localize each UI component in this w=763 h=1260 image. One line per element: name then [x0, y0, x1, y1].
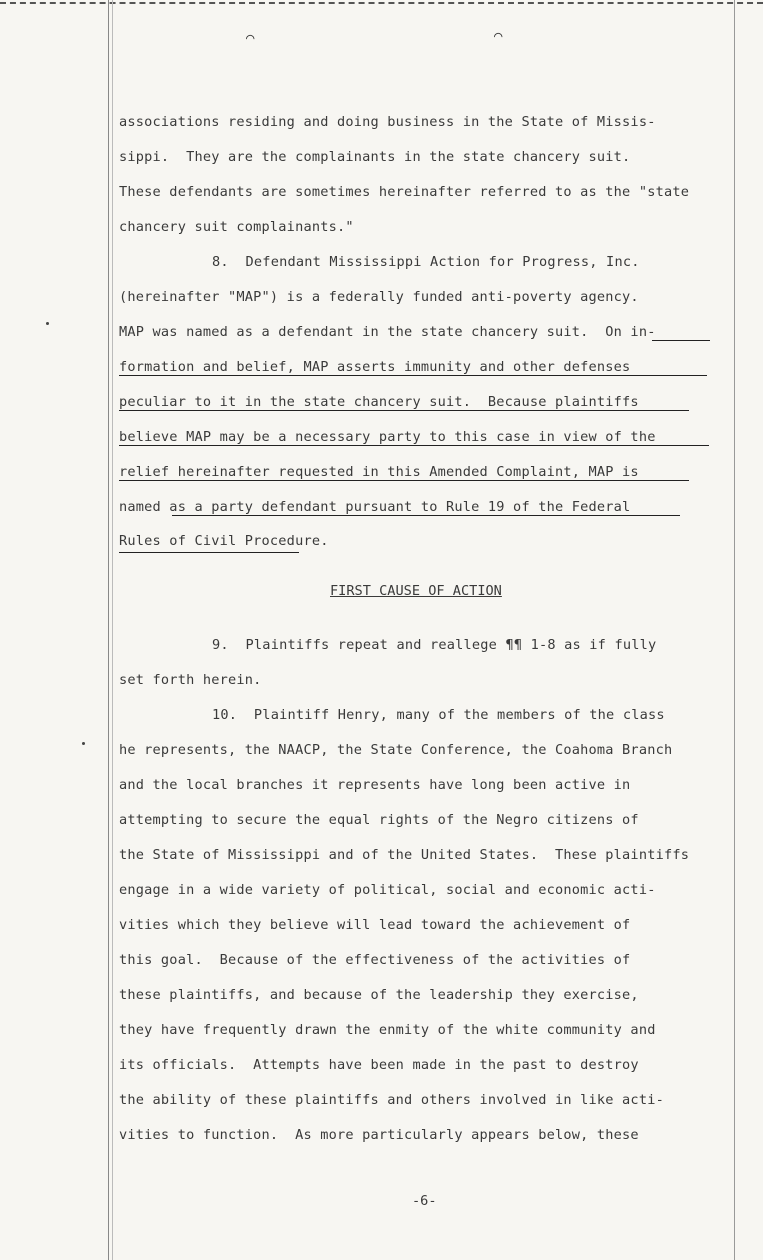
text-line: sippi. They are the complainants in the state chancery suit. — [119, 149, 631, 165]
handwritten-underline — [119, 410, 689, 411]
punch-mark: ⌒ — [494, 28, 503, 44]
handwritten-underline — [119, 445, 709, 446]
text-line: MAP was named as a defendant in the state chancery suit. On in- — [119, 324, 656, 340]
text-line: These defendants are sometimes hereinafter referred to as the "state — [119, 184, 690, 200]
text-line: peculiar to it in the state chancery suit. Because plaintiffs — [119, 394, 639, 410]
handwritten-underline — [172, 515, 680, 516]
text-line: associations residing and doing business in the State of Missis- — [119, 114, 656, 130]
text-line: believe MAP may be a necessary party to this case in view of the — [119, 429, 656, 445]
handwritten-underline — [652, 340, 710, 341]
text-line: relief hereinafter requested in this Amended Complaint, MAP is — [119, 464, 639, 480]
punch-mark: ⌒ — [246, 30, 255, 46]
text-line: they have frequently drawn the enmity of the white community and — [119, 1022, 656, 1038]
text-line: vities which they believe will lead toward the achievement of — [119, 917, 631, 933]
text-line: Rules of Civil Procedure. — [119, 533, 329, 549]
text-line: 8. Defendant Mississippi Action for Progress, Inc. — [212, 254, 640, 270]
text-line: he represents, the NAACP, the State Conference, the Coahoma Branch — [119, 742, 673, 758]
text-line: named as a party defendant pursuant to Rule 19 of the Federal — [119, 499, 631, 515]
text-line: formation and belief, MAP asserts immunity and other defenses — [119, 359, 631, 375]
text-line: chancery suit complainants." — [119, 219, 354, 235]
handwritten-underline — [119, 552, 299, 553]
handwritten-underline — [119, 480, 689, 481]
top-perforation — [0, 2, 763, 4]
page-number: -6- — [412, 1193, 437, 1209]
speck — [46, 322, 49, 325]
text-line: its officials. Attempts have been made in the past to destroy — [119, 1057, 639, 1073]
handwritten-underline — [119, 375, 707, 376]
section-heading: FIRST CAUSE OF ACTION — [330, 583, 502, 599]
text-line: the State of Mississippi and of the United States. These plaintiffs — [119, 847, 690, 863]
text-line: 9. Plaintiffs repeat and reallege ¶¶ 1-8 as if fully — [212, 637, 657, 653]
text-line: these plaintiffs, and because of the leadership they exercise, — [119, 987, 639, 1003]
text-line: 10. Plaintiff Henry, many of the members of the class — [212, 707, 665, 723]
text-line: (hereinafter "MAP") is a federally funded anti-poverty agency. — [119, 289, 639, 305]
text-line: and the local branches it represents have long been active in — [119, 777, 631, 793]
left-margin-rule-inner — [112, 0, 113, 1260]
speck — [82, 742, 85, 745]
text-line: this goal. Because of the effectiveness of the activities of — [119, 952, 631, 968]
text-line: the ability of these plaintiffs and others involved in like acti- — [119, 1092, 664, 1108]
text-line: vities to function. As more particularly appears below, these — [119, 1127, 639, 1143]
left-margin-rule — [108, 0, 109, 1260]
right-margin-rule — [734, 0, 735, 1260]
text-line: engage in a wide variety of political, social and economic acti- — [119, 882, 656, 898]
text-line: attempting to secure the equal rights of the Negro citizens of — [119, 812, 639, 828]
text-line: set forth herein. — [119, 672, 262, 688]
